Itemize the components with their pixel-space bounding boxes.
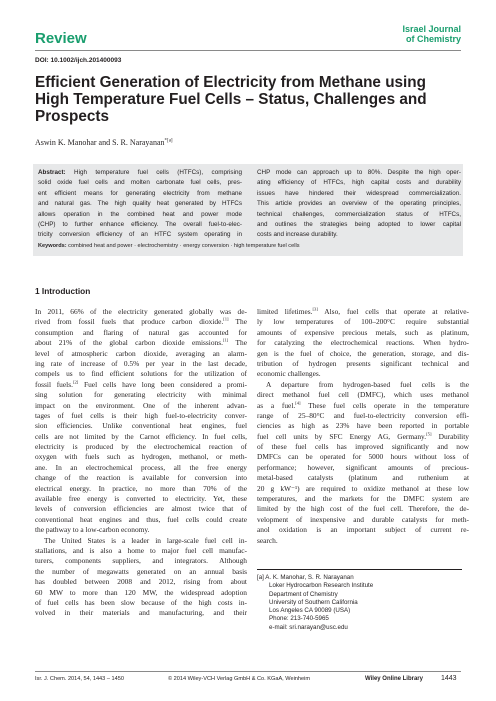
line-text: stallations, and is also a home to major fuel cell manufac- [35,546,247,555]
abstract-line: This article provides an overview of the operating principles, [257,200,461,208]
line-text: tribution of hydrogen presents significant technical and [257,358,469,368]
line-text: economic challenges. [257,369,321,379]
line-text: metal-based catalysts (platinum and ruthenium at [257,473,469,483]
body-text-line [257,452,469,462]
line-text: consumption and flaring of natural gas accounted for [35,327,247,337]
line-text: has doubled between 2008 and 2012, rising from about [35,577,247,587]
author-affiliation-mark: *[a] [164,138,173,144]
body-text-line [257,307,469,317]
line-text: cells are not limited by the Carnot efficiency. In fuel cells, [35,431,247,441]
line-text: of these fuel cells has improved significantly and now [257,442,469,452]
abstract-line: costs and increase durability. [257,231,338,239]
footnote-line: Loker Hydrocarbon Research Institute [269,582,374,590]
line-text: The [228,338,247,348]
author-list [35,138,173,147]
citation-ref: [1] [223,317,229,322]
line-text: change of the reaction is available for conversion into [35,473,247,483]
body-text-line [257,432,469,442]
line-text: the number of megawatts generated on an annual basis [35,566,247,576]
abstract-line [38,169,242,179]
body-text-line [257,525,469,535]
body-text-line [257,359,469,369]
abstract-line-text: and natural gas. The high quality heat generated by HTFCs [38,200,242,208]
line-text: Also, fuel cells that operate at relative- [317,307,469,316]
line-text: the pathway to a low-carbon economy. [35,525,150,535]
body-text-line [257,411,469,421]
line-text: fossil fuels. [35,379,73,389]
body-text-line [257,317,469,327]
body-text-line [35,515,247,525]
body-text-line [35,546,247,556]
abstract-line: and outlines the strategies being adopted to lower capital [257,220,461,228]
body-text-line [35,556,247,566]
line-text: search. [257,535,278,545]
body-text-line [35,349,247,359]
body-text-line [35,442,247,452]
body-text-line [35,369,247,379]
body-text-line [257,494,469,504]
body-text-line [257,390,469,400]
abstract-label: Abstract: [38,169,66,176]
body-text-line [35,588,247,598]
body-text-line [35,463,247,473]
body-text-line [35,525,247,535]
journal-name-line: Israel Journal [402,24,461,34]
line-text: temperatures, and the markets for the DMFC system are [257,494,469,504]
footnote-line: University of Southern California [269,598,358,606]
line-text: limited lifetimes. [257,307,313,316]
body-text-line [35,411,247,421]
line-text: fuel cell units by SFC Energy AG, Germany. [257,431,427,441]
line-text: impact on the environment. One of the inherent advan- [35,400,247,410]
body-text-line [35,577,247,587]
body-text-line [257,349,469,359]
line-text: as a fuel. [257,400,296,410]
keywords-list: combined heat and power · electrochemistry · energy conversion · high temperature fuel cells [66,243,300,249]
affiliation-footnote [257,574,373,632]
line-text: for catalyzing the electrochemical reactions. When hydro- [257,338,469,348]
body-text-line [35,359,247,369]
body-text-line [257,369,469,379]
body-text-line [257,338,469,348]
body-text-line [257,536,469,546]
body-text-line [35,380,247,390]
line-text: The [228,317,247,327]
line-text: compels us to find efficient solutions for the utilization of [35,369,247,379]
abstract-line [38,200,242,210]
line-text: tages of fuel cells is their high fuel-to-electricity conver- [35,410,247,420]
body-text-line [257,442,469,452]
line-text: about 21% of the global carbon dioxide emissions. [35,338,223,348]
title-line: Efficient Generation of Electricity from Methane using [35,74,426,91]
line-text: A departure from hydrogen-based fuel cells is the [266,379,469,389]
body-text-line [35,401,247,411]
body-text-line [257,421,469,431]
line-text: ing rate of increase of 0.5% per year in the last decade, [35,358,247,368]
line-text: 60 MW to more than 120 MW, the widespread adoption [35,587,247,597]
body-text-line [35,484,247,494]
body-text-line [35,452,247,462]
abstract-line: ating efficiency of HTFCs, high capital costs and durability [257,179,461,187]
body-text-line [257,401,469,411]
body-text-line [35,328,247,338]
body-text-line [35,317,247,327]
abstract-line [38,211,242,221]
line-text: In 2011, 66% of the electricity generated globally was de- [35,307,247,316]
body-column-right [257,307,469,546]
line-text: Fuel cells have long been considered a promi- [78,379,247,389]
title-line: Prospects [35,108,109,125]
line-text: volved in their materials and manufacturing, and their [35,608,247,618]
body-text-line [35,338,247,348]
section-label: Review [35,30,87,47]
abstract-line: CHP mode can approach up to 80%. Despite the high oper- [257,169,461,176]
footnote-line: Phone: 213-740-5965 [269,615,329,623]
abstract-line-text: allows operation in the combined heat and power mode [38,210,242,218]
body-column-left [35,307,247,619]
line-text: anol oxidation is an important subject of current re- [257,525,469,535]
footnote-line: e-mail: sri.narayan@usc.edu [269,623,348,631]
line-text: of fuel cells has been slow because of the high costs in- [35,597,247,607]
line-text: performance; however, significant amounts of precious- [257,462,469,472]
citation-ref: [3] [312,307,318,312]
header-divider [35,50,461,51]
line-text: The United States is a leader in large-scale fuel cell in- [44,535,247,545]
abstract-line [38,190,242,200]
abstract-line [38,179,242,189]
line-text: level of atmospheric carbon dioxide, averaging an alarm- [35,348,247,358]
line-text: oxygen with fuels such as hydrogen, methanol, or meth- [35,452,247,462]
abstract-line-text: tricity conversion efficiency of an HTFC system operating in [38,231,242,239]
section-heading: 1 Introduction [35,286,91,296]
line-text: ane. In an electrochemical process, all the free energy [35,462,247,472]
abstract-line-text: (CHP) to further enhance efficiency. The overall fuel-to-elec- [38,220,242,228]
keywords-label: Keywords: [38,243,67,249]
body-text-line [35,473,247,483]
line-text: These fuel cells operate in the temperature [300,400,469,410]
line-text: DMFCs can be operated for 5000 hours without loss of [257,452,469,462]
body-text-line [257,328,469,338]
abstract-right-column [257,169,461,240]
abstract-line: technical challenges, commercialization status of HTFCs, [257,210,461,218]
line-text: gen is the fuel of choice, the generation, storage, and dis- [257,348,469,358]
body-text-line [257,504,469,514]
copyright-notice: © 2014 Wiley-VCH Verlag GmbH & Co. KGaA, Weinheim [168,676,311,682]
line-text: sing solution for generating electricity with minimal [35,390,247,400]
abstract-line-text: ent efficient means for generating electricity from methane [38,189,242,197]
citation-ref: [1] [222,338,229,343]
line-text: amounts of expensive precious metals, such as platinum, [257,327,469,337]
body-text-line [35,504,247,514]
body-text-line [35,536,247,546]
keywords [38,243,300,249]
body-text-line [35,432,247,442]
line-text: electrical energy. In practice, no more than 70% of the [35,483,247,493]
footer-divider [35,671,461,672]
journal-name [402,24,461,44]
citation-ref: [5] [426,431,432,437]
line-text: conventional heat engines and thus, fuel cells could create [35,514,247,524]
footnote-line: Los Angeles CA 90089 (USA) [269,607,351,615]
abstract-line-text: High temperature fuel cells (HTFCs), comprising [65,169,242,176]
abstract-line-text: solid oxide fuel cells and molten carbonate fuel cells, pres- [38,179,242,187]
abstract-left-column [38,169,242,242]
line-text: rived from fossil fuels that produce carbon dioxide. [35,317,224,327]
body-text-line [35,598,247,608]
body-text-line [257,473,469,483]
journal-citation: Isr. J. Chem. 2014, 54, 1443 – 1450 [35,676,124,682]
line-text: limited by the high cost of the fuel cell. Therefore, the de- [257,504,469,514]
body-text-line [35,307,247,317]
line-text: ly low temperatures of 100–200°C require substantial [257,317,469,327]
footnote-line: [a] A. K. Manohar, S. R. Narayanan [257,574,354,581]
body-text-line [257,380,469,390]
body-text-line [35,494,247,504]
line-text: direct methanol fuel cell (DMFC), which uses methanol [257,390,469,400]
line-text: available free energy is converted to electricity. Yet, these [35,494,247,504]
page-number: 1443 [441,675,457,682]
article-title [35,74,455,125]
line-text: sion efficiencies. Unlike conventional heat engines, fuel [35,421,247,431]
title-line: High Temperature Fuel Cells – Status, Challenges and [35,91,427,108]
journal-name-line: of Chemistry [405,34,461,44]
line-text: turers, components suppliers, and integrators. Although [35,556,247,566]
body-text-line [35,421,247,431]
citation-ref: [4] [295,400,301,406]
author-names: Aswin K. Manohar and S. R. Narayanan [35,138,165,147]
abstract-line [38,221,242,231]
body-text-line [257,463,469,473]
body-text-line [35,608,247,618]
body-text-line [257,484,469,494]
body-text-line [257,515,469,525]
body-text-line [35,390,247,400]
line-text: electricity is produced by the electrochemical reaction of [35,442,247,452]
doi-link[interactable]: DOI: 10.1002/ijch.201400093 [35,57,122,64]
abstract-line [38,231,242,241]
line-text: ciencies as high as 23% have been reported in portable [257,421,469,431]
body-text-line [35,567,247,577]
line-text: velopment of inexpensive and durable catalysts for meth- [257,514,469,524]
line-text: 20 g kW⁻¹) are required to oxidize methanol at these low [257,483,469,493]
line-text: range of 25–80°C and fuel-to-electricity conversion effi- [257,410,469,420]
footnote-divider [257,569,462,570]
wiley-online-library-link[interactable]: Wiley Online Library [365,676,423,682]
footnote-line: Department of Chemistry [269,590,338,598]
line-text: Durability [431,431,469,441]
citation-ref: [2] [72,379,79,385]
abstract-line: issues have hindered their widespread commercialization. [257,189,461,197]
line-text: levels of conversion efficiencies are almost twice that of [35,504,247,514]
